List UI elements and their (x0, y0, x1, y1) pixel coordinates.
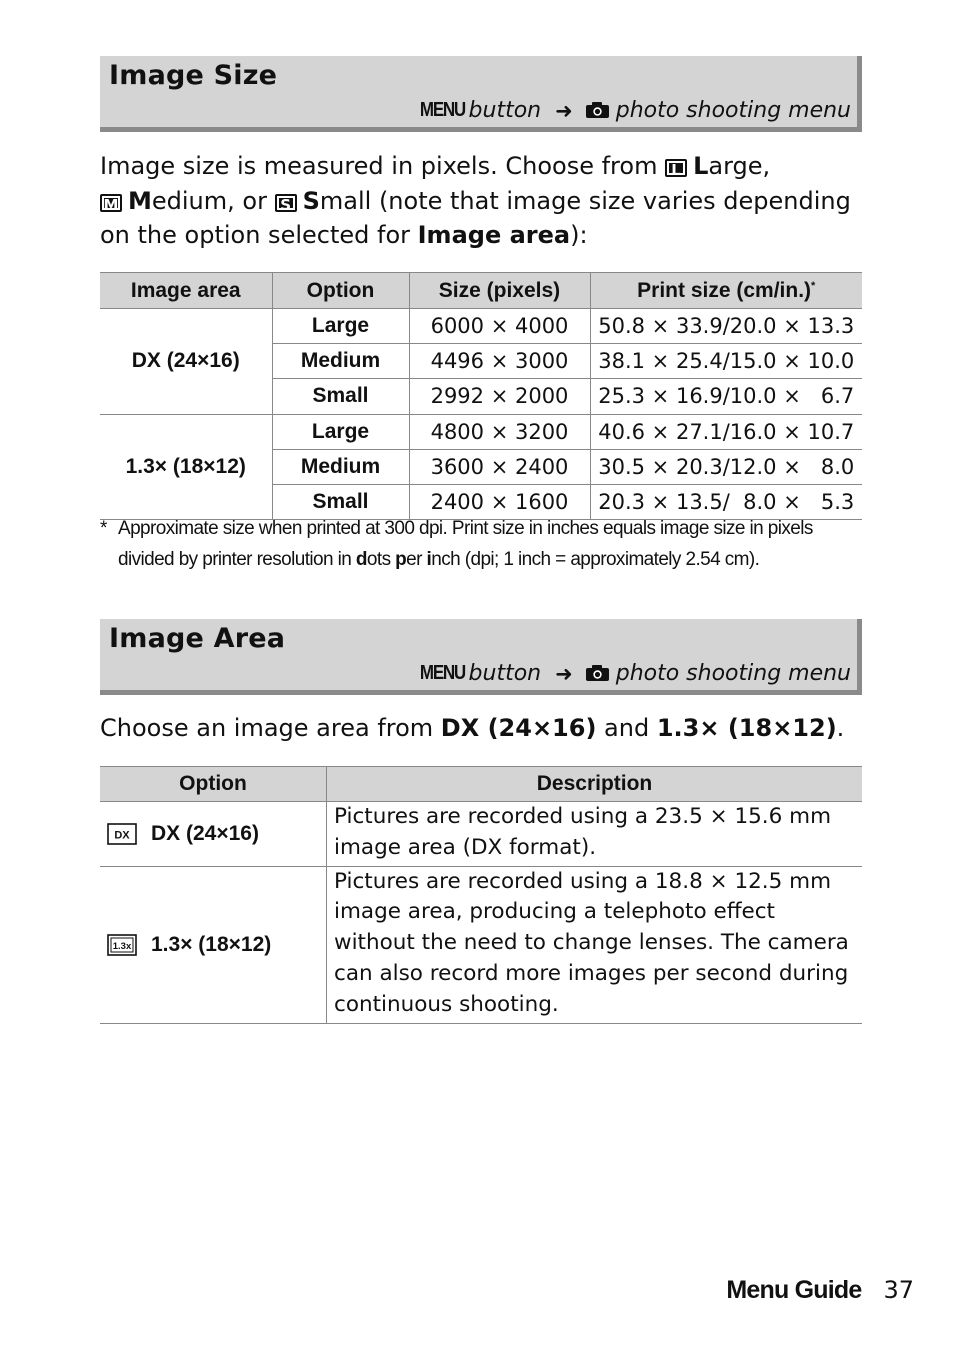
footnote-bold: p (395, 549, 407, 570)
print-size-cell: 40.6 × 27.1/16.0 × 10.7 (590, 414, 862, 449)
footnote-text (118, 513, 860, 575)
dx-frame-icon (107, 823, 137, 845)
menu-button-label: MENU (419, 662, 465, 684)
image-area-nav-path (412, 661, 851, 686)
column-header (590, 273, 862, 309)
intro-text: mall (note that image size varies depending on the option selected for (100, 186, 851, 249)
small-initial: S (302, 186, 320, 215)
option-cell: Large (272, 414, 409, 449)
print-size-cell: 25.3 × 16.9/10.0 × 6.7 (590, 379, 862, 414)
column-header: Option (100, 767, 327, 802)
footnote-bold: d (355, 549, 367, 570)
table-header-row (100, 273, 862, 309)
large-initial: L (693, 152, 709, 180)
button-word: button (468, 98, 542, 123)
intro-text: Choose an image area from (100, 714, 441, 742)
section-name: Menu Guide (726, 1276, 862, 1304)
pixel-size-cell: 2992 × 2000 (409, 379, 590, 414)
description-cell: Pictures are recorded using a 23.5 × 15.6 mm image area (DX format). (327, 802, 863, 867)
image-area-ref: Image area (417, 221, 571, 249)
image-area-header (100, 619, 862, 695)
intro-text: edium, or (151, 186, 275, 215)
footnote (100, 513, 860, 575)
size-large-icon: L (665, 159, 687, 177)
print-size-cell: 50.8 × 33.9/20.0 × 13.3 (590, 309, 862, 344)
column-header: Image area (100, 273, 272, 309)
print-size-cell: 20.3 × 13.5/ 8.0 × 5.3 (590, 484, 862, 519)
crop-frame-icon (107, 934, 137, 956)
option-cell: Medium (272, 449, 409, 484)
option-cell (100, 866, 327, 1023)
pixel-size-cell: 6000 × 4000 (409, 309, 590, 344)
button-word: button (468, 661, 542, 686)
pixel-size-cell: 2400 × 1600 (409, 484, 590, 519)
camera-icon (585, 101, 610, 119)
table-row (100, 309, 862, 344)
menu-button-label: MENU (419, 99, 465, 121)
intro-text: ): (570, 221, 588, 249)
image-area-intro (100, 711, 870, 746)
option-cell: Large (272, 309, 409, 344)
print-size-header: Print size (cm/in.) (637, 278, 812, 302)
pixel-size-cell: 4800 × 3200 (409, 414, 590, 449)
option-cell: Medium (272, 344, 409, 379)
footnote-star: * (100, 518, 107, 539)
dx-ref: DX (24×16) (440, 714, 597, 742)
table-row (100, 866, 862, 1023)
intro-text: Image size is measured in pixels. Choose from (100, 152, 666, 180)
footnote-part: Approximate size when printed at 300 dpi. Print size in inches equals image size in pixels divided by printer resolution in (118, 518, 813, 570)
footnote-bold: i (426, 549, 432, 570)
crop-icon-label: 1.3x (112, 940, 132, 952)
pixel-size-cell: 4496 × 3000 (409, 344, 590, 379)
size-small-icon: S (275, 194, 297, 212)
photo-shooting-menu-label: photo shooting menu (615, 661, 851, 686)
footnote-part: er (406, 549, 427, 570)
image-area-cell: 1.3× (18×12) (100, 414, 272, 520)
camera-icon (585, 664, 610, 682)
footnote-marker: * (811, 279, 816, 292)
option-cell (100, 802, 327, 867)
photo-shooting-menu-label: photo shooting menu (615, 98, 851, 123)
column-header: Option (272, 273, 409, 309)
page-footer (726, 1276, 914, 1305)
pixel-size-cell: 3600 × 2400 (409, 449, 590, 484)
intro-text: . (836, 714, 845, 742)
print-size-cell: 30.5 × 20.3/12.0 × 8.0 (590, 449, 862, 484)
image-size-table (100, 272, 862, 520)
intro-text: arge, (708, 152, 771, 180)
image-size-intro (100, 149, 870, 253)
option-label: DX (24×16) (151, 821, 259, 845)
table-row (100, 802, 862, 867)
image-size-title: Image Size (109, 60, 278, 91)
image-area-cell: DX (24×16) (100, 309, 272, 415)
image-area-table (100, 766, 862, 1024)
table-header-row (100, 767, 862, 802)
image-size-header (100, 56, 862, 132)
footnote-part: nch (dpi; 1 inch = approximately 2.54 cm). (431, 549, 760, 570)
crop-ref: 1.3× (18×12) (656, 714, 837, 742)
page-number: 37 (883, 1276, 914, 1304)
description-cell: Pictures are recorded using a 18.8 × 12.5 mm image area, producing a telephoto effect without the need to change lenses. The camera can also record more images per second during continuous shooting. (327, 866, 863, 1023)
arrow-icon: ➜ (555, 98, 573, 123)
dx-icon-label: DX (114, 829, 130, 842)
column-header: Size (pixels) (409, 273, 590, 309)
image-size-nav-path (412, 98, 851, 123)
option-label: 1.3× (18×12) (151, 932, 272, 956)
print-size-cell: 38.1 × 25.4/15.0 × 10.0 (590, 344, 862, 379)
size-medium-icon: M (100, 194, 122, 212)
option-cell: Small (272, 379, 409, 414)
column-header: Description (327, 767, 863, 802)
medium-initial: M (128, 186, 152, 215)
arrow-icon: ➜ (555, 661, 573, 686)
option-cell: Small (272, 484, 409, 519)
footnote-part: ots (366, 549, 396, 570)
intro-text: and (596, 714, 657, 742)
image-area-title: Image Area (109, 623, 286, 654)
table-row (100, 414, 862, 449)
